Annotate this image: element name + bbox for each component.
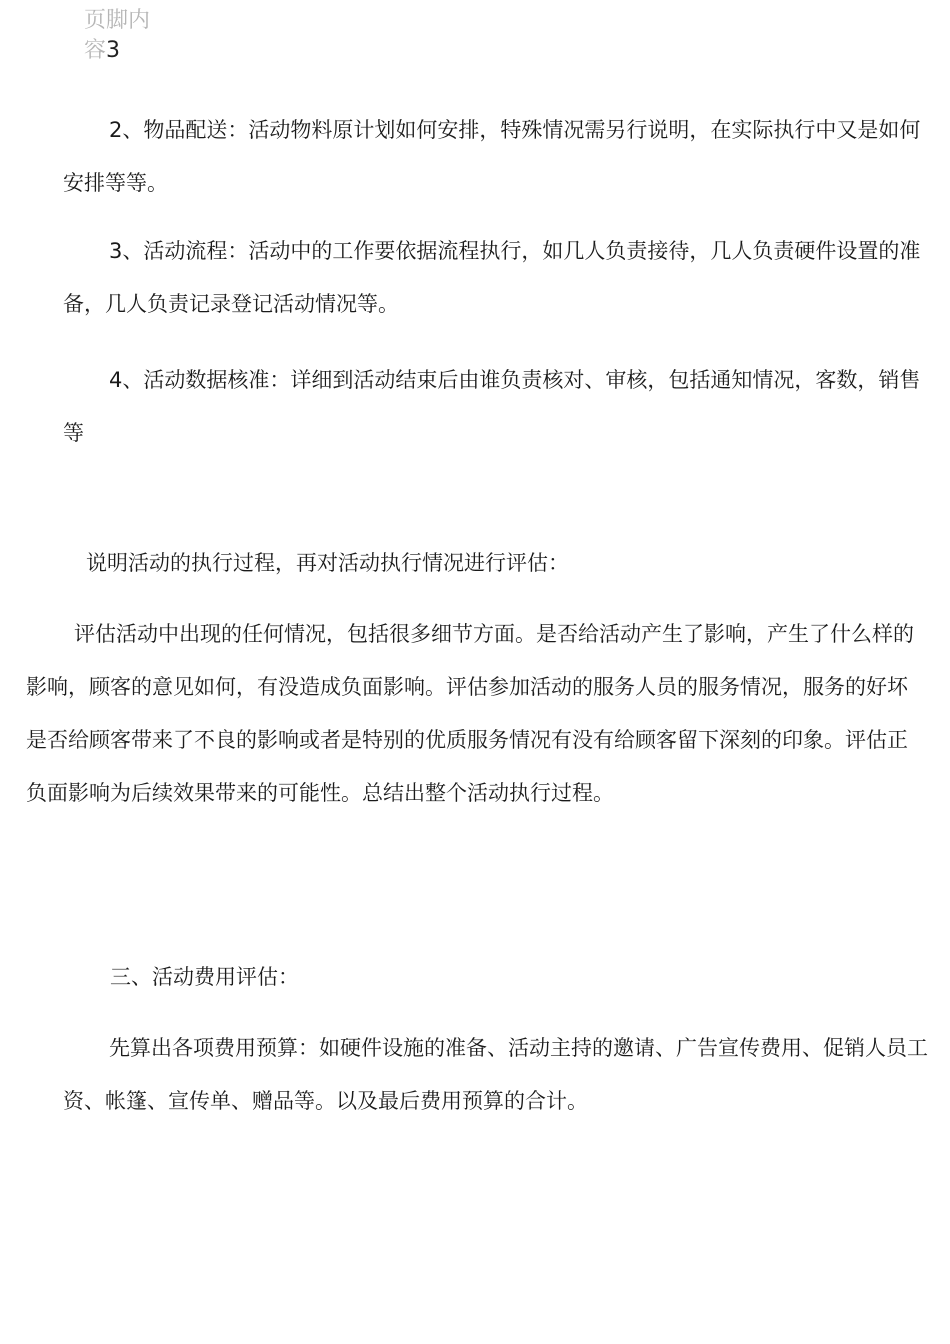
page-number: 3 xyxy=(106,38,121,63)
section-heading-cost: 三、活动费用评估： xyxy=(110,965,299,989)
header-label-line1: 页脚内 xyxy=(84,8,151,33)
paragraph-cost-body: 先算出各项费用预算：如硬件设施的准备、活动主持的邀请、广告宣传费用、促销人员工资、帐篷、宣传单、赠品等。以及最后费用预算的合计。 xyxy=(63,1036,928,1113)
paragraph-item-2: 2、物品配送：活动物料原计划如何安排，特殊情况需另行说明，在实际执行中又是如何安排等等。 xyxy=(63,118,921,195)
header-label-line2 xyxy=(84,36,164,66)
paragraph-execution-body: 评估活动中出现的任何情况，包括很多细节方面。是否给活动产生了影响，产生了什么样的影响，顾客的意见如何，有没造成负面影响。评估参加活动的服务人员的服务情况，服务的好坏是否给顾客带来了不良的影响或者是特别的优质服务情况有没有给顾客留下深刻的印象。评估正负面影响为后续效果带来的可能性。总结出整个活动执行过程。 xyxy=(26,622,914,805)
paragraph-execution-intro: 说明活动的执行过程，再对活动执行情况进行评估： xyxy=(86,551,569,575)
header-label-text: 容 xyxy=(84,38,107,63)
paragraph-item-4: 4、活动数据核准：详细到活动结束后由谁负责核对、审核，包括通知情况，客数，销售等 xyxy=(63,368,921,445)
paragraph-item-3: 3、活动流程：活动中的工作要依据流程执行，如几人负责接待，几人负责硬件设置的准备，几人负责记录登记活动情况等。 xyxy=(63,239,921,316)
page-header xyxy=(84,6,164,66)
